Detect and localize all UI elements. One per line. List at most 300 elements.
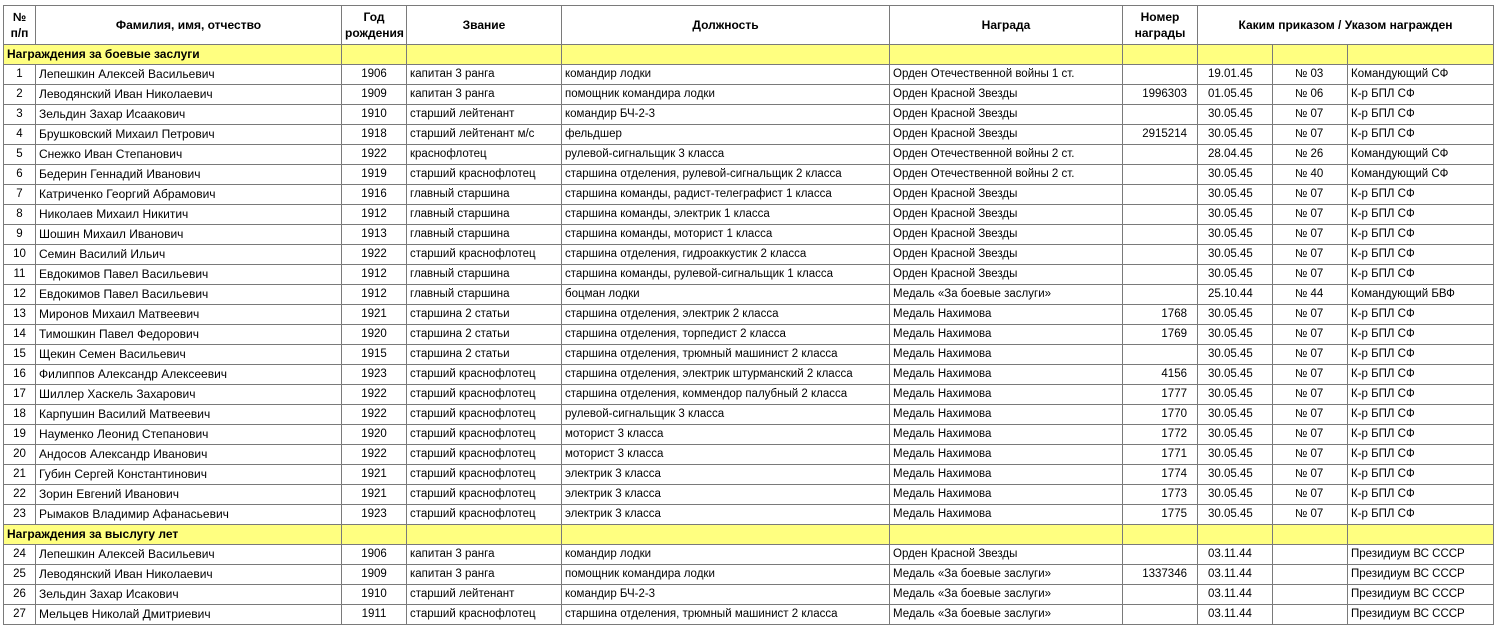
order-number xyxy=(1273,545,1348,565)
order-number: № 07 xyxy=(1273,345,1348,365)
table-row xyxy=(4,145,1494,165)
table-row xyxy=(4,245,1494,265)
row-number: 6 xyxy=(4,165,36,185)
order-date: 30.05.45 xyxy=(1198,485,1273,505)
table-row xyxy=(4,485,1494,505)
order-issuer: К-р БПЛ СФ xyxy=(1348,425,1494,445)
order-number: № 07 xyxy=(1273,245,1348,265)
position: электрик 3 класса xyxy=(562,465,890,485)
rank: старший краснофлотец xyxy=(407,425,562,445)
position: командир лодки xyxy=(562,65,890,85)
award: Орден Красной Звезды xyxy=(890,545,1123,565)
order-date: 30.05.45 xyxy=(1198,305,1273,325)
section-empty-cell xyxy=(1348,525,1494,545)
rank: старший лейтенант м/с xyxy=(407,125,562,145)
order-number: № 07 xyxy=(1273,365,1348,385)
full-name: Щекин Семен Васильевич xyxy=(36,345,342,365)
rank: капитан 3 ранга xyxy=(407,65,562,85)
order-date: 28.04.45 xyxy=(1198,145,1273,165)
award: Орден Красной Звезды xyxy=(890,265,1123,285)
award-number: 1771 xyxy=(1123,445,1198,465)
section-empty-cell xyxy=(1273,525,1348,545)
order-date: 03.11.44 xyxy=(1198,585,1273,605)
full-name: Карпушин Василий Матвеевич xyxy=(36,405,342,425)
order-number: № 03 xyxy=(1273,65,1348,85)
full-name: Рымаков Владимир Афанасьевич xyxy=(36,505,342,525)
header-award-no: Номер награды xyxy=(1123,6,1198,45)
order-date: 30.05.45 xyxy=(1198,185,1273,205)
full-name: Миронов Михаил Матвеевич xyxy=(36,305,342,325)
award-number xyxy=(1123,165,1198,185)
table-row xyxy=(4,265,1494,285)
header-position: Должность xyxy=(562,6,890,45)
row-number: 7 xyxy=(4,185,36,205)
section-title: Награждения за выслугу лет xyxy=(4,525,342,545)
table-row xyxy=(4,105,1494,125)
table-row xyxy=(4,305,1494,325)
order-date: 30.05.45 xyxy=(1198,265,1273,285)
rank: старшина 2 статьи xyxy=(407,345,562,365)
table-row xyxy=(4,285,1494,305)
order-date: 30.05.45 xyxy=(1198,225,1273,245)
row-number: 22 xyxy=(4,485,36,505)
birth-year: 1922 xyxy=(342,385,407,405)
header-row xyxy=(4,6,1494,45)
order-issuer: К-р БПЛ СФ xyxy=(1348,345,1494,365)
birth-year: 1922 xyxy=(342,145,407,165)
order-number: № 07 xyxy=(1273,325,1348,345)
position: рулевой-сигнальщик 3 класса xyxy=(562,405,890,425)
award: Орден Красной Звезды xyxy=(890,245,1123,265)
row-number: 13 xyxy=(4,305,36,325)
birth-year: 1918 xyxy=(342,125,407,145)
order-number: № 07 xyxy=(1273,385,1348,405)
order-date: 19.01.45 xyxy=(1198,65,1273,85)
order-issuer: Президиум ВС СССР xyxy=(1348,585,1494,605)
position: старшина отделения, коммендор палубный 2 класса xyxy=(562,385,890,405)
row-number: 14 xyxy=(4,325,36,345)
table-row xyxy=(4,65,1494,85)
order-number: № 07 xyxy=(1273,425,1348,445)
rank: старший краснофлотец xyxy=(407,165,562,185)
rank: старший краснофлотец xyxy=(407,465,562,485)
position: старшина команды, моторист 1 класса xyxy=(562,225,890,245)
table-body xyxy=(4,45,1494,625)
order-issuer: Командующий СФ xyxy=(1348,145,1494,165)
award: Медаль «За боевые заслуги» xyxy=(890,565,1123,585)
award: Медаль Нахимова xyxy=(890,505,1123,525)
award: Медаль «За боевые заслуги» xyxy=(890,605,1123,625)
rank: главный старшина xyxy=(407,265,562,285)
award-number xyxy=(1123,185,1198,205)
order-number: № 06 xyxy=(1273,85,1348,105)
birth-year: 1913 xyxy=(342,225,407,245)
table-row xyxy=(4,505,1494,525)
order-number: № 07 xyxy=(1273,405,1348,425)
birth-year: 1910 xyxy=(342,585,407,605)
order-issuer: К-р БПЛ СФ xyxy=(1348,405,1494,425)
birth-year: 1906 xyxy=(342,545,407,565)
birth-year: 1916 xyxy=(342,185,407,205)
award-number xyxy=(1123,245,1198,265)
rank: старший краснофлотец xyxy=(407,605,562,625)
order-issuer: Командующий СФ xyxy=(1348,65,1494,85)
rank: главный старшина xyxy=(407,185,562,205)
award: Орден Красной Звезды xyxy=(890,85,1123,105)
order-number xyxy=(1273,585,1348,605)
order-issuer: Президиум ВС СССР xyxy=(1348,545,1494,565)
section-title: Награждения за боевые заслуги xyxy=(4,45,342,65)
order-number: № 07 xyxy=(1273,185,1348,205)
row-number: 4 xyxy=(4,125,36,145)
birth-year: 1909 xyxy=(342,565,407,585)
order-issuer: К-р БПЛ СФ xyxy=(1348,465,1494,485)
award: Орден Отечественной войны 2 ст. xyxy=(890,165,1123,185)
table-row xyxy=(4,605,1494,625)
award: Медаль «За боевые заслуги» xyxy=(890,285,1123,305)
order-date: 25.10.44 xyxy=(1198,285,1273,305)
birth-year: 1922 xyxy=(342,445,407,465)
order-date: 30.05.45 xyxy=(1198,325,1273,345)
award: Медаль Нахимова xyxy=(890,425,1123,445)
row-number: 20 xyxy=(4,445,36,465)
position: старшина отделения, рулевой-сигнальщик 2 класса xyxy=(562,165,890,185)
section-empty-cell xyxy=(562,525,890,545)
order-number xyxy=(1273,605,1348,625)
row-number: 11 xyxy=(4,265,36,285)
section-empty-cell xyxy=(890,525,1123,545)
table-row xyxy=(4,545,1494,565)
order-issuer: К-р БПЛ СФ xyxy=(1348,445,1494,465)
row-number: 25 xyxy=(4,565,36,585)
award-number: 1768 xyxy=(1123,305,1198,325)
award: Орден Красной Звезды xyxy=(890,185,1123,205)
position: старшина отделения, гидроаккустик 2 класса xyxy=(562,245,890,265)
rank: старший краснофлотец xyxy=(407,385,562,405)
section-empty-cell xyxy=(1348,45,1494,65)
position: старшина команды, радист-телеграфист 1 класса xyxy=(562,185,890,205)
position: командир лодки xyxy=(562,545,890,565)
rank: старший краснофлотец xyxy=(407,365,562,385)
order-issuer: К-р БПЛ СФ xyxy=(1348,325,1494,345)
birth-year: 1911 xyxy=(342,605,407,625)
section-empty-cell xyxy=(342,45,407,65)
full-name: Лепешкин Алексей Васильевич xyxy=(36,545,342,565)
award: Орден Красной Звезды xyxy=(890,205,1123,225)
table-row xyxy=(4,465,1494,485)
row-number: 15 xyxy=(4,345,36,365)
table-row xyxy=(4,205,1494,225)
full-name: Шиллер Хаскель Захарович xyxy=(36,385,342,405)
order-date: 03.11.44 xyxy=(1198,565,1273,585)
rank: краснофлотец xyxy=(407,145,562,165)
order-number: № 07 xyxy=(1273,225,1348,245)
header-rank: Звание xyxy=(407,6,562,45)
order-date: 30.05.45 xyxy=(1198,445,1273,465)
award-number: 1777 xyxy=(1123,385,1198,405)
rank: капитан 3 ранга xyxy=(407,545,562,565)
section-empty-cell xyxy=(1198,45,1273,65)
rank: старший лейтенант xyxy=(407,585,562,605)
order-issuer: К-р БПЛ СФ xyxy=(1348,385,1494,405)
order-issuer: К-р БПЛ СФ xyxy=(1348,245,1494,265)
position: боцман лодки xyxy=(562,285,890,305)
birth-year: 1906 xyxy=(342,65,407,85)
award-number: 1772 xyxy=(1123,425,1198,445)
award: Медаль Нахимова xyxy=(890,305,1123,325)
full-name: Зорин Евгений Иванович xyxy=(36,485,342,505)
position: старшина отделения, трюмный машинист 2 класса xyxy=(562,605,890,625)
award-number: 2915214 xyxy=(1123,125,1198,145)
order-date: 30.05.45 xyxy=(1198,345,1273,365)
order-date: 01.05.45 xyxy=(1198,85,1273,105)
award-number xyxy=(1123,545,1198,565)
row-number: 27 xyxy=(4,605,36,625)
row-number: 21 xyxy=(4,465,36,485)
position: старшина отделения, электрик 2 класса xyxy=(562,305,890,325)
position: помощник командира лодки xyxy=(562,565,890,585)
award-number: 1774 xyxy=(1123,465,1198,485)
table-row xyxy=(4,385,1494,405)
award: Медаль Нахимова xyxy=(890,445,1123,465)
rank: старший краснофлотец xyxy=(407,445,562,465)
section-empty-cell xyxy=(407,525,562,545)
row-number: 26 xyxy=(4,585,36,605)
position: электрик 3 класса xyxy=(562,505,890,525)
full-name: Зельдин Захар Исакович xyxy=(36,585,342,605)
order-number: № 07 xyxy=(1273,105,1348,125)
award: Медаль Нахимова xyxy=(890,325,1123,345)
order-date: 30.05.45 xyxy=(1198,465,1273,485)
order-date: 30.05.45 xyxy=(1198,165,1273,185)
award: Орден Красной Звезды xyxy=(890,105,1123,125)
order-number: № 07 xyxy=(1273,125,1348,145)
row-number: 18 xyxy=(4,405,36,425)
order-number xyxy=(1273,565,1348,585)
position: моторист 3 класса xyxy=(562,445,890,465)
order-number: № 07 xyxy=(1273,485,1348,505)
award-number xyxy=(1123,205,1198,225)
order-issuer: К-р БПЛ СФ xyxy=(1348,125,1494,145)
award-number xyxy=(1123,585,1198,605)
birth-year: 1912 xyxy=(342,285,407,305)
rank: капитан 3 ранга xyxy=(407,565,562,585)
full-name: Катриченко Георгий Абрамович xyxy=(36,185,342,205)
table-row xyxy=(4,325,1494,345)
order-date: 30.05.45 xyxy=(1198,205,1273,225)
header-num: № п/п xyxy=(4,6,36,45)
rank: старшина 2 статьи xyxy=(407,305,562,325)
award: Медаль Нахимова xyxy=(890,465,1123,485)
row-number: 2 xyxy=(4,85,36,105)
table-row xyxy=(4,345,1494,365)
rank: старшина 2 статьи xyxy=(407,325,562,345)
award-number xyxy=(1123,105,1198,125)
section-empty-cell xyxy=(342,525,407,545)
order-number: № 07 xyxy=(1273,305,1348,325)
order-date: 30.05.45 xyxy=(1198,405,1273,425)
order-issuer: К-р БПЛ СФ xyxy=(1348,185,1494,205)
table-row xyxy=(4,585,1494,605)
award: Орден Отечественной войны 1 ст. xyxy=(890,65,1123,85)
order-issuer: К-р БПЛ СФ xyxy=(1348,85,1494,105)
full-name: Евдокимов Павел Васильевич xyxy=(36,285,342,305)
order-issuer: Командующий СФ xyxy=(1348,165,1494,185)
table-row xyxy=(4,365,1494,385)
header-order: Каким приказом / Указом награжден xyxy=(1198,6,1494,45)
position: моторист 3 класса xyxy=(562,425,890,445)
full-name: Снежко Иван Степанович xyxy=(36,145,342,165)
full-name: Николаев Михаил Никитич xyxy=(36,205,342,225)
award: Орден Отечественной войны 2 ст. xyxy=(890,145,1123,165)
birth-year: 1912 xyxy=(342,265,407,285)
order-number: № 07 xyxy=(1273,505,1348,525)
full-name: Евдокимов Павел Васильевич xyxy=(36,265,342,285)
order-number: № 07 xyxy=(1273,465,1348,485)
award: Орден Красной Звезды xyxy=(890,125,1123,145)
position: помощник командира лодки xyxy=(562,85,890,105)
rank: старший лейтенант xyxy=(407,105,562,125)
full-name: Бедерин Геннадий Иванович xyxy=(36,165,342,185)
order-date: 30.05.45 xyxy=(1198,505,1273,525)
rank: старший краснофлотец xyxy=(407,505,562,525)
award-number: 4156 xyxy=(1123,365,1198,385)
rank: главный старшина xyxy=(407,205,562,225)
row-number: 3 xyxy=(4,105,36,125)
award-number: 1770 xyxy=(1123,405,1198,425)
rank: старший краснофлотец xyxy=(407,485,562,505)
order-number: № 26 xyxy=(1273,145,1348,165)
position: командир БЧ-2-3 xyxy=(562,585,890,605)
birth-year: 1922 xyxy=(342,245,407,265)
award-number xyxy=(1123,285,1198,305)
full-name: Шошин Михаил Иванович xyxy=(36,225,342,245)
order-date: 30.05.45 xyxy=(1198,425,1273,445)
birth-year: 1923 xyxy=(342,365,407,385)
full-name: Науменко Леонид Степанович xyxy=(36,425,342,445)
awards-sheet xyxy=(3,5,1494,625)
table-row xyxy=(4,125,1494,145)
order-number: № 40 xyxy=(1273,165,1348,185)
birth-year: 1912 xyxy=(342,205,407,225)
order-number: № 07 xyxy=(1273,205,1348,225)
row-number: 5 xyxy=(4,145,36,165)
birth-year: 1921 xyxy=(342,465,407,485)
rank: главный старшина xyxy=(407,225,562,245)
full-name: Мельцев Николай Дмитриевич xyxy=(36,605,342,625)
award-number xyxy=(1123,345,1198,365)
birth-year: 1921 xyxy=(342,305,407,325)
row-number: 23 xyxy=(4,505,36,525)
section-empty-cell xyxy=(562,45,890,65)
birth-year: 1915 xyxy=(342,345,407,365)
order-number: № 07 xyxy=(1273,265,1348,285)
order-date: 03.11.44 xyxy=(1198,605,1273,625)
order-date: 30.05.45 xyxy=(1198,385,1273,405)
order-date: 30.05.45 xyxy=(1198,245,1273,265)
table-row xyxy=(4,445,1494,465)
award-number: 1996303 xyxy=(1123,85,1198,105)
order-issuer: К-р БПЛ СФ xyxy=(1348,365,1494,385)
award: Орден Красной Звезды xyxy=(890,225,1123,245)
birth-year: 1919 xyxy=(342,165,407,185)
order-date: 30.05.45 xyxy=(1198,105,1273,125)
full-name: Семин Василий Ильич xyxy=(36,245,342,265)
table-row xyxy=(4,225,1494,245)
awards-table xyxy=(3,5,1494,625)
award: Медаль Нахимова xyxy=(890,345,1123,365)
row-number: 10 xyxy=(4,245,36,265)
order-issuer: К-р БПЛ СФ xyxy=(1348,485,1494,505)
award: Медаль Нахимова xyxy=(890,405,1123,425)
birth-year: 1920 xyxy=(342,325,407,345)
full-name: Леводянский Иван Николаевич xyxy=(36,565,342,585)
award-number xyxy=(1123,265,1198,285)
position: электрик 3 класса xyxy=(562,485,890,505)
position: старшина команды, электрик 1 класса xyxy=(562,205,890,225)
award: Медаль Нахимова xyxy=(890,485,1123,505)
header-name: Фамилия, имя, отчество xyxy=(36,6,342,45)
table-row xyxy=(4,565,1494,585)
full-name: Лепешкин Алексей Васильевич xyxy=(36,65,342,85)
award: Медаль Нахимова xyxy=(890,385,1123,405)
table-row xyxy=(4,425,1494,445)
section-empty-cell xyxy=(1123,45,1198,65)
row-number: 12 xyxy=(4,285,36,305)
section-row xyxy=(4,45,1494,65)
position: фельдшер xyxy=(562,125,890,145)
order-issuer: К-р БПЛ СФ xyxy=(1348,265,1494,285)
order-issuer: К-р БПЛ СФ xyxy=(1348,105,1494,125)
header-year: Год рождения xyxy=(342,6,407,45)
row-number: 8 xyxy=(4,205,36,225)
row-number: 19 xyxy=(4,425,36,445)
rank: старший краснофлотец xyxy=(407,405,562,425)
birth-year: 1909 xyxy=(342,85,407,105)
position: старшина команды, рулевой-сигнальщик 1 класса xyxy=(562,265,890,285)
full-name: Леводянский Иван Николаевич xyxy=(36,85,342,105)
award-number: 1775 xyxy=(1123,505,1198,525)
award-number xyxy=(1123,605,1198,625)
position: старшина отделения, торпедист 2 класса xyxy=(562,325,890,345)
award-number: 1773 xyxy=(1123,485,1198,505)
birth-year: 1921 xyxy=(342,485,407,505)
section-empty-cell xyxy=(890,45,1123,65)
full-name: Андосов Александр Иванович xyxy=(36,445,342,465)
award-number xyxy=(1123,145,1198,165)
row-number: 24 xyxy=(4,545,36,565)
position: рулевой-сигнальщик 3 класса xyxy=(562,145,890,165)
full-name: Тимошкин Павел Федорович xyxy=(36,325,342,345)
order-issuer: К-р БПЛ СФ xyxy=(1348,305,1494,325)
row-number: 9 xyxy=(4,225,36,245)
section-empty-cell xyxy=(407,45,562,65)
table-row xyxy=(4,165,1494,185)
header-award: Награда xyxy=(890,6,1123,45)
order-issuer: Президиум ВС СССР xyxy=(1348,565,1494,585)
order-date: 03.11.44 xyxy=(1198,545,1273,565)
birth-year: 1922 xyxy=(342,405,407,425)
table-row xyxy=(4,85,1494,105)
row-number: 17 xyxy=(4,385,36,405)
birth-year: 1910 xyxy=(342,105,407,125)
section-row xyxy=(4,525,1494,545)
order-issuer: Командующий БВФ xyxy=(1348,285,1494,305)
full-name: Зельдин Захар Исаакович xyxy=(36,105,342,125)
award: Медаль «За боевые заслуги» xyxy=(890,585,1123,605)
position: старшина отделения, трюмный машинист 2 класса xyxy=(562,345,890,365)
section-empty-cell xyxy=(1273,45,1348,65)
